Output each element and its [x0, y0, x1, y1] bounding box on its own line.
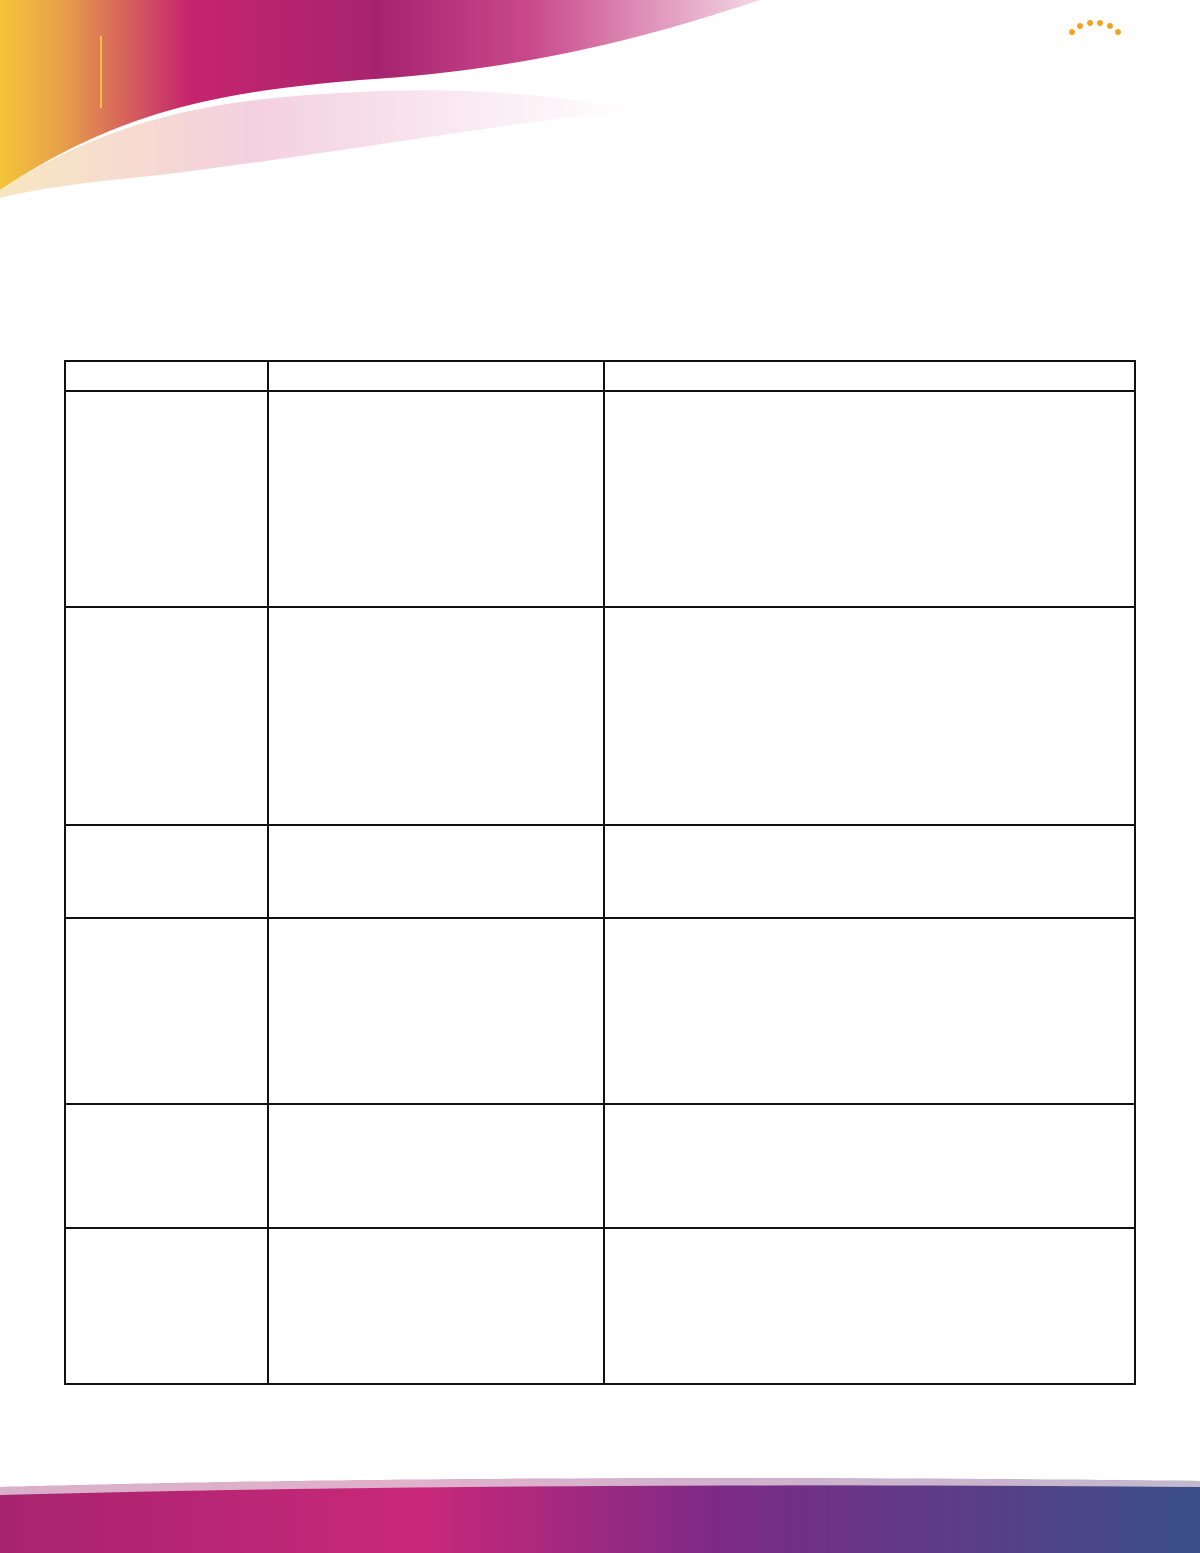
table-row: [65, 607, 1135, 825]
notation-cell: [604, 1228, 1135, 1384]
notation-cell: [604, 607, 1135, 825]
table-row: [65, 918, 1135, 1104]
header-banner: [0, 0, 1200, 200]
notation-cell: [604, 1104, 1135, 1228]
definition-cell: [268, 391, 604, 607]
concept-cell: [65, 607, 268, 825]
domain-formula: [617, 828, 1130, 850]
table-row: [65, 391, 1135, 607]
concepts-table: [64, 360, 1136, 1385]
concept-cell: [65, 391, 268, 607]
definition-cell: [268, 1104, 604, 1228]
notation-cell: [604, 391, 1135, 607]
header-wave-graphic: [0, 0, 1200, 200]
concept-cell: [65, 1228, 268, 1384]
footer-banner: [0, 1475, 1200, 1553]
bijective-formula-line1: [617, 1231, 1130, 1241]
header-notacion: [604, 361, 1135, 391]
definition-cell: [268, 607, 604, 825]
footer-wave-graphic: [0, 1475, 1200, 1553]
table-row: [65, 825, 1135, 918]
table-header-row: [65, 361, 1135, 391]
notation-cell: [604, 918, 1135, 1104]
school-brand: [100, 36, 111, 108]
concept-cell: [65, 1104, 268, 1228]
range-formula: [617, 921, 1130, 943]
definition-cell: [268, 825, 604, 918]
table-row: [65, 1228, 1135, 1384]
concept-cell: [65, 918, 268, 1104]
table-row: [65, 1104, 1135, 1228]
definition-cell: [268, 1228, 604, 1384]
header-concepto: [65, 361, 268, 391]
definition-cell: [268, 918, 604, 1104]
ecedu-tag: [100, 36, 105, 108]
notation-cell: [604, 825, 1135, 918]
logo-dots-icon: [1066, 20, 1126, 36]
header-definicion: [268, 361, 604, 391]
concept-cell: [65, 825, 268, 918]
